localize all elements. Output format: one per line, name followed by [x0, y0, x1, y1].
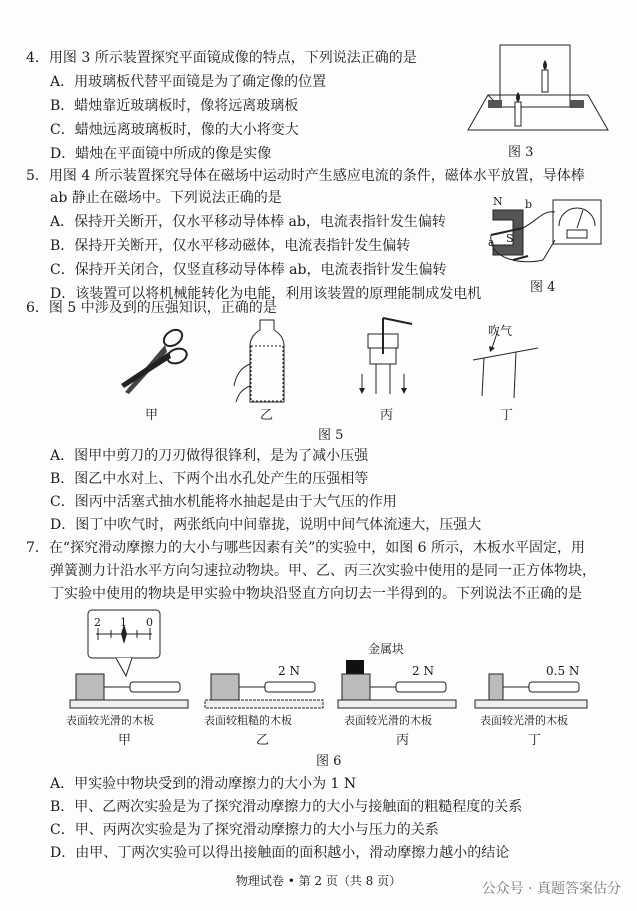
q7-option-a: A．甲实验中物块受到的滑动摩擦力的大小为 1 N — [50, 776, 357, 792]
figure-3-mirror-setup — [458, 40, 618, 140]
metal-block-label: 金属块 — [368, 642, 405, 656]
q7-stem-line2: 弹簧测力计沿水平方向匀速拉动物块。甲、乙、丙三次实验中使用的是同一正方体物块， — [50, 563, 596, 579]
figure-5-pump — [348, 314, 428, 404]
surface-label-jia: 表面较光滑的木板 — [66, 714, 154, 727]
surface-label-yi: 表面较粗糙的木板 — [204, 714, 292, 727]
figure-5-scissors — [115, 320, 195, 400]
q4-stem: 4．用图 3 所示装置探究平面镜成像的特点，下列说法正确的是 — [26, 50, 417, 66]
figure-5-blow-label: 吹气 — [488, 324, 513, 338]
gauge-number-0: 0 — [146, 616, 153, 629]
q7-option-b: B．甲、乙两次实验是为了探究滑动摩擦力的大小与接触面的粗糙程度的关系 — [50, 799, 523, 815]
figure-4-label-a: a — [488, 236, 495, 249]
figure-4-label-n: N — [493, 195, 503, 208]
gauge-number-1: 1 — [120, 616, 127, 629]
force-label-ding: 0.5 N — [546, 664, 580, 678]
surface-label-ding: 表面较光滑的木板 — [480, 714, 568, 727]
q5-option-a: A．保持开关断开，仅水平移动导体棒 ab，电流表指针发生偏转 — [50, 214, 446, 230]
figure-4-caption: 图 4 — [530, 280, 556, 295]
figure-5-caption: 图 5 — [318, 428, 344, 443]
q4-option-b: B．蜡烛靠近玻璃板时，像将远离玻璃板 — [50, 98, 299, 114]
figure-5-label-ding: 丁 — [500, 408, 514, 423]
figure-4-label-b: b — [525, 198, 533, 211]
q7-stem-line3: 丁实验中使用的物块是甲实验中物块沿竖直方向切去一半得到的。下列说法不正确的是 — [50, 586, 582, 602]
q6-option-c: C．图丙中活塞式抽水机能将水抽起是由于大气压的作用 — [50, 494, 397, 510]
surface-label-bing: 表面较光滑的木板 — [344, 714, 432, 727]
gauge-number-2: 2 — [94, 616, 101, 629]
q4-option-c: C．蜡烛远离玻璃板时，像的大小将变大 — [50, 122, 299, 138]
watermark: 公众号 · 真题答案估分 — [481, 881, 621, 897]
figure-5-label-jia: 甲 — [145, 408, 159, 423]
q5-option-b: B．保持开关断开，仅水平移动磁体，电流表指针发生偏转 — [50, 238, 411, 254]
q6-stem: 6．图 5 中涉及到的压强知识，正确的是 — [26, 300, 277, 316]
q6-option-a: A．图甲中剪刀的刀刃做得很锋利，是为了减小压强 — [50, 448, 369, 464]
q6-option-d: D．图丁中吹气时，两张纸向中间靠拢，说明中间气体流速大，压强大 — [50, 517, 482, 533]
q4-option-a: A．用玻璃板代替平面镜是为了确定像的位置 — [50, 74, 327, 90]
q7-stem-line1: 7．在“探究滑动摩擦力的大小与哪些因素有关”的实验中，如图 6 所示，木板水平固定，用 — [26, 540, 586, 556]
figure-5-water-bottle — [232, 316, 302, 406]
figure-6-caption: 图 6 — [316, 754, 342, 769]
figure-6-label-yi: 乙 — [256, 733, 270, 748]
q4-option-d: D．蜡烛在平面镜中所成的像是实像 — [50, 146, 272, 162]
q5-option-c: C．保持开关闭合，仅竖直移动导体棒 ab，电流表指针发生偏转 — [50, 262, 447, 278]
figure-6-setup-bing — [338, 650, 458, 710]
figure-6-label-ding: 丁 — [528, 733, 542, 748]
figure-6-label-jia: 甲 — [118, 733, 132, 748]
q7-option-c: C．甲、丙两次实验是为了探究滑动摩擦力的大小与压力的关系 — [50, 822, 439, 838]
figure-4-label-s: S — [506, 232, 514, 245]
figure-6-setup-jia — [70, 670, 190, 710]
figure-5-label-bing: 丙 — [380, 408, 394, 423]
q6-option-b: B．图乙中水对上、下两个出水孔处产生的压强相等 — [50, 471, 369, 487]
figure-6-label-bing: 丙 — [396, 733, 410, 748]
q5-stem-line1: 5．用图 4 所示装置探究导体在磁场中运动时产生感应电流的条件，磁体水平放置，导体棒 — [26, 168, 585, 184]
figure-3-caption: 图 3 — [508, 145, 534, 160]
q5-option-d: D．该装置可以将机械能转化为电能，利用该装置的原理能制成发电机 — [50, 286, 482, 302]
q5-stem-line2: ab 静止在磁场中。下列说法正确的是 — [50, 190, 282, 206]
force-label-yi: 2 N — [278, 664, 300, 678]
q7-option-d: D．由甲、丁两次实验可以得出接触面的面积越小，滑动摩擦力越小的结论 — [50, 845, 510, 861]
force-label-bing: 2 N — [412, 664, 434, 678]
figure-5-label-yi: 乙 — [260, 408, 274, 423]
page-footer: 物理试卷 • 第 2 页（共 8 页） — [235, 874, 402, 888]
figure-6-setup-yi — [205, 660, 325, 710]
